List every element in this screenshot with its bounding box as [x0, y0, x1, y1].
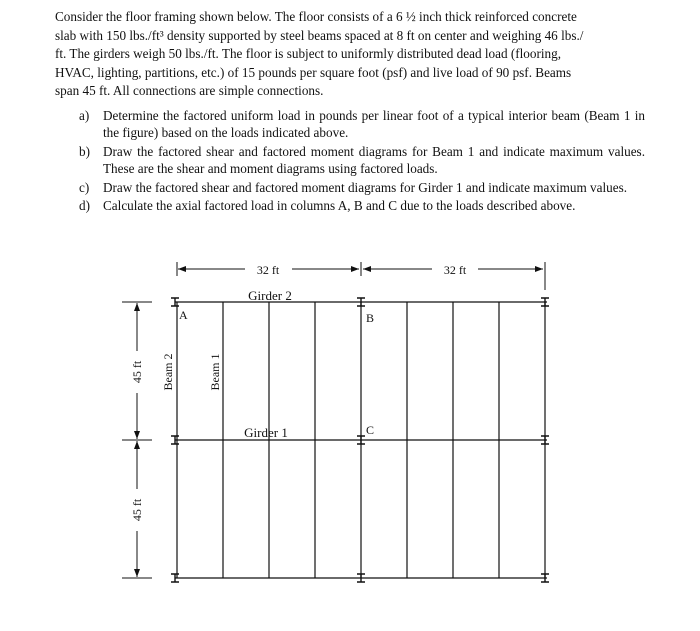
bay-dimensions [122, 302, 152, 578]
dim-right-span-label: 32 ft [443, 263, 467, 277]
arrowhead [134, 441, 140, 449]
question-text: Draw the factored shear and factored moment diagrams for Girder 1 and indicate maximum values. [103, 179, 628, 195]
intro-line-1: Consider the floor framing shown below. The floor consists of a 6 ½ inch thick reinforced concrete [55, 9, 577, 24]
arrowhead [351, 266, 359, 272]
intro-line-3: ft. The girders weigh 50 lbs./ft. The floor is subject to uniformly distributed dead load (flooring, [55, 46, 562, 62]
arrowhead [134, 569, 140, 577]
beam-2-label: Beam 2 [161, 353, 175, 391]
arrowhead [134, 303, 140, 311]
question-marker: a) [79, 108, 90, 123]
question-text: Determine the factored uniform load in pounds per linear foot of a typical interior beam (Beam 1 in the figure) based on the loads indicated above. [103, 108, 645, 141]
dim-lower-bay-label: 45 ft [130, 498, 144, 522]
girder-1-label: Girder 1 [244, 425, 288, 440]
arrowhead [178, 266, 186, 272]
column-c-label: C [366, 423, 375, 437]
question-text: Draw the factored shear and factored moment diagrams for Beam 1 and indicate maximum values. These are the shear and moment diagrams using factored loads. [103, 143, 645, 177]
column-a-label: A [179, 308, 188, 322]
arrowhead [363, 266, 371, 272]
intro-line-2: slab with 150 lbs./ft³ density supported by steel beams spaced at 8 ft on center and weighing 46 lbs./ [55, 27, 584, 43]
question-marker: b) [79, 143, 90, 159]
dim-upper-bay-label: 45 ft [130, 360, 144, 384]
question-marker: c) [79, 179, 90, 195]
span-dimensions [177, 262, 545, 290]
column-b-label: B [366, 311, 375, 325]
question-marker: d) [79, 198, 90, 214]
arrowhead [134, 431, 140, 439]
intro-line-5: span 45 ft. All connections are simple connections. [55, 83, 324, 99]
arrowhead [535, 266, 543, 272]
beam-1-label: Beam 1 [208, 353, 222, 391]
dim-left-span-label: 32 ft [256, 263, 280, 277]
girder-2-label: Girder 2 [248, 288, 292, 303]
question-text: Calculate the axial factored load in columns A, B and C due to the loads described above. [103, 198, 576, 214]
intro-line-4: HVAC, lighting, partitions, etc.) of 15 pounds per square foot (psf) and live load of 90 psf. Beams [55, 64, 572, 80]
